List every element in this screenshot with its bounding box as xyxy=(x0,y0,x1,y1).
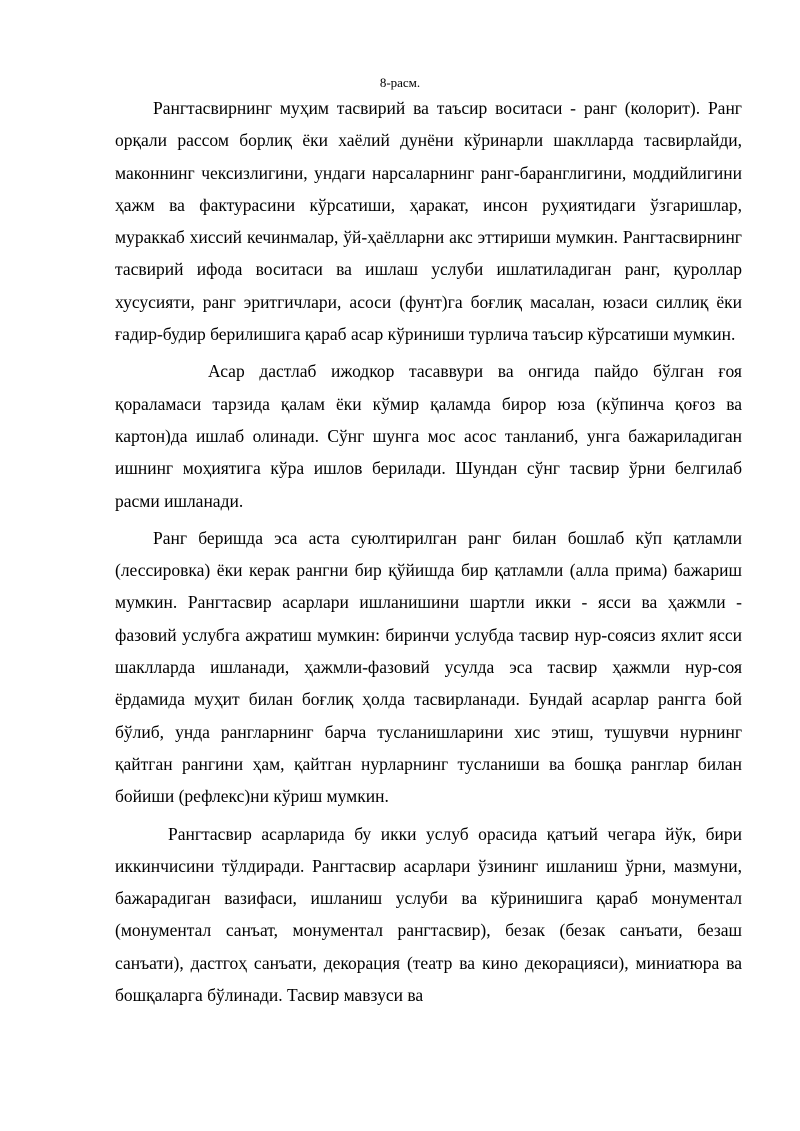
body-text xyxy=(115,92,742,1011)
paragraph-1: Рангтасвирнинг муҳим тасвирий ва таъсир воситаси - ранг (колорит). Ранг орқали рассом борлиқ ёки хаёлий дунёни кўринарли шаклларда тасвирлайди, маконнинг чексизлигини, ундаги нарсаларнинг ранг-баранглигини, моддийлигини ҳажм ва фактурасини кўрсатиши, ҳаракат, инсон руҳиятидаги ўзгаришлар, мураккаб хиссий кечинмалар, ўй-ҳаёлларни акс эттириши мумкин. Рангтасвирнинг тасвирий ифода воситаси ва ишлаш услуби ишлатиладиган ранг, қуроллар хусусияти, ранг эритгичлари, асоси (фунт)га боғлиқ масалан, юзаси силлиқ ёки ғадир-будир берилишига қараб асар кўриниши турлича таъсир кўрсатиши мумкин. xyxy=(115,98,742,345)
figure-caption: 8-расм. xyxy=(379,75,421,90)
paragraph-3: Ранг беришда эса аста суюлтирилган ранг билан бошлаб кўп қатламли (лессировка) ёки керак рангни бир қўйишда бир қатламли (алла прима) бажариш мумкин. Рангтасвир асарлари ишланишини шартли икки - ясси ва ҳажмли - фазовий услубга ажратиш мумкин: биринчи услубда тасвир нур-соясиз яхлит ясси шаклларда ишланади, ҳажмли-фазовий усулда эса тасвир ҳажмли нур-соя ёрдамида муҳит билан боғлиқ ҳолда тасвирланади. Бундай асарлар рангга бой бўлиб, унда рангларнинг барча тусланишларини хис этиш, тушувчи нурнинг қайтган рангини ҳам, қайтган нурларнинг тусланиши ва бошқа ранглар билан бойиши (рефлекс)ни кўриш мумкин. xyxy=(115,527,742,807)
paragraph-4: Рангтасвир асарларида бу икки услуб орасида қатъий чегара йўк, бири иккинчисини тўлдиради. Рангтасвир асарлари ўзининг ишланиш ўрни, мазмуни, бажарадиган вазифаси, ишланиш услуби ва кўринишига қараб монументал (монументал санъат, монументал рангтасвир), безак (безак санъати, безаш санъати), дастгоҳ санъати, декорация (театр ва кино декорацияси), миниатюра ва бошқаларга бўлинади. Тасвир мавзуси ва xyxy=(115,823,742,1006)
paragraph-2: Асар дастлаб ижодкор тасаввури ва онгида пайдо бўлган ғоя қораламаси тарзида қалам ёки кўмир қаламда бирор юза (кўпинча қоғоз ва картон)да ишлаб олинади. Сўнг шунга мос асос танланиб, унга бажариладиган ишнинг моҳиятига кўра ишлов берилади. Шундан сўнг тасвир ўрни белгилаб расми ишланади. xyxy=(115,361,742,511)
